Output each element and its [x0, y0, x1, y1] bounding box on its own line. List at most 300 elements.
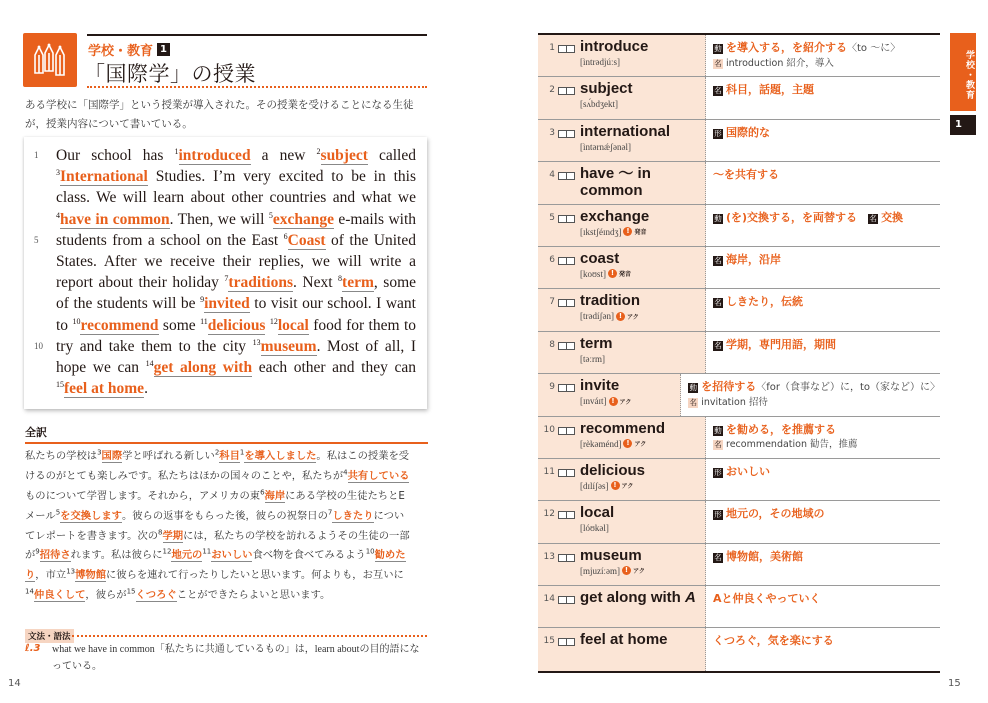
passage-line: to $^{10}$recommend some $^{11}$delicious $^{12}$local food for them to — [56, 316, 417, 334]
vocab-row — [538, 162, 940, 204]
vocab-ref[interactable] — [146, 359, 253, 376]
pronunciation — [580, 142, 631, 152]
translated-keyword: 科目 — [219, 450, 240, 462]
vocab-word: exchange — [580, 207, 650, 225]
checkbox-icon[interactable] — [558, 257, 575, 265]
meaning-text: Aと仲良くやっていく — [713, 592, 821, 606]
ref-number: 3 — [56, 168, 60, 178]
vocab-term-cell — [538, 205, 706, 246]
grammar-note: what we have in common「私たちに共通しているもの」は，learn aboutの目的語になっている。 — [52, 644, 420, 672]
keyword[interactable]: invited — [204, 295, 250, 313]
vocab-word: subject — [580, 80, 633, 98]
pronunciation — [580, 269, 631, 279]
vocab-meaning-cell — [706, 77, 940, 118]
vocab-ref[interactable] — [253, 338, 317, 355]
vocab-word: have ～ in common — [580, 165, 651, 200]
meaning — [713, 633, 940, 649]
ref-number: 11 — [200, 316, 208, 326]
vocab-number: 1 — [549, 43, 555, 53]
meaning-note: 〈for（食事など）に，to（家など）に〉 — [756, 382, 940, 394]
meaning-text: 国際的な — [726, 125, 770, 139]
pronunciation — [580, 227, 647, 237]
meaning — [688, 379, 940, 396]
pos-badge: 名 — [714, 298, 722, 308]
header-rule — [87, 34, 427, 36]
vocab-ref[interactable] — [200, 295, 250, 312]
vocab-number: 5 — [549, 212, 555, 223]
ref-number: 1 — [174, 146, 179, 156]
ref-number: 8 — [338, 273, 343, 283]
vocab-ref[interactable] — [270, 317, 309, 334]
pronunciation — [580, 439, 646, 449]
vocab-number: 7 — [549, 297, 555, 308]
passage-line: students from a school on the East $^6$Coast of the United — [56, 231, 416, 249]
translation-line: が$^9$招待されます。私は彼らに$^{12}$地元の$^{11}$おいしい食べ物を食べてみるよう$^{10}$勧めた — [25, 548, 406, 562]
ipa-text: [ìntərnǽʃənəl] — [580, 141, 631, 152]
ref-number: 15 — [126, 587, 136, 596]
passage-line: Our school has $^1$introduced a new $^2$subject called — [56, 146, 416, 164]
checkbox-icon[interactable] — [558, 130, 575, 138]
vocab-row — [538, 120, 940, 162]
ipa-text: [ɪkstʃéɪndʒ] — [580, 226, 622, 237]
ipa-text: [lóʊkəl] — [580, 523, 609, 534]
pos-badge: 名 — [869, 213, 877, 223]
meaning — [713, 591, 940, 607]
meaning — [713, 125, 940, 141]
ref-number: 4 — [343, 468, 348, 477]
passage-line: hope we can $^{14}$get along with each other and they can — [56, 358, 416, 376]
derivative — [713, 438, 940, 452]
translation-line: ものについて学習します。それから，アメリカの東$^6$海岸にある学校の生徒たちとE — [25, 488, 405, 502]
ref-number: 12 — [162, 548, 172, 557]
ref-number: 12 — [269, 316, 278, 326]
vocab-ref[interactable] — [200, 317, 265, 334]
vocab-meaning-cell — [706, 586, 940, 627]
vocab-word: tradition — [580, 292, 640, 310]
vocab-ref[interactable] — [56, 211, 170, 228]
pencils-icon — [23, 33, 77, 87]
side-tab-category[interactable]: 学校・教育 — [950, 33, 976, 111]
ipa-text: [ɪnváɪt] — [580, 396, 607, 407]
vocab-number: 9 — [549, 382, 555, 393]
derivative-text: invitation 招待 — [701, 397, 768, 409]
ref-number: 6 — [283, 231, 288, 241]
warning-icon: ! — [616, 312, 625, 321]
vocab-term-cell — [538, 247, 706, 288]
vocab-word: international — [580, 122, 671, 140]
ipa-text: [ìntrədjúːs] — [580, 57, 620, 67]
meaning-text: 学期，専門用語，期間 — [726, 337, 836, 351]
translated-keyword: 博物館 — [75, 569, 106, 582]
meaning-text: おいしい — [726, 464, 770, 478]
vocab-term-cell — [538, 544, 706, 585]
intro-text: ある学校に「国際学」という授業が導入された。その授業を受けることになる生徒が，授業内容について書いている。 — [25, 99, 414, 130]
meaning — [713, 210, 940, 226]
meaning-text: くつろぐ，気を楽にする — [713, 634, 834, 648]
checkbox-icon[interactable] — [558, 342, 575, 350]
ref-number: 3 — [97, 448, 102, 457]
vocab-ref[interactable] — [224, 274, 293, 291]
ref-number: 13 — [66, 567, 76, 576]
translation-heading: 全訳 — [25, 426, 47, 439]
passage-box — [24, 137, 427, 409]
vocab-number: 4 — [549, 170, 555, 181]
vocab-term-cell — [538, 289, 706, 330]
checkbox-icon[interactable] — [558, 45, 575, 53]
vocab-ref[interactable] — [72, 317, 158, 334]
pos-badge: 名 — [714, 552, 722, 562]
warning-label: 発音 — [634, 229, 647, 237]
vocab-meaning-cell — [706, 247, 940, 288]
warning-icon: ! — [622, 566, 631, 575]
translated-keyword: 学期 — [162, 529, 184, 542]
vocab-word: invite — [580, 377, 620, 395]
keyword[interactable]: Coast — [287, 231, 326, 249]
meaning-text: 博物館，美術館 — [726, 549, 803, 563]
vocab-word: recommend — [580, 419, 666, 437]
ref-number: 2 — [316, 146, 321, 156]
vocab-number: 11 — [543, 466, 555, 477]
category-text: 学校・教育 — [88, 44, 154, 59]
vocab-row — [538, 289, 940, 331]
title-divider — [87, 86, 427, 88]
checkbox-icon[interactable] — [558, 469, 575, 477]
side-tab-number[interactable]: 1 — [950, 115, 976, 135]
meaning-text: 科目，話題，主題 — [726, 83, 814, 97]
pronunciation — [580, 99, 618, 109]
checkbox-icon[interactable] — [558, 638, 575, 646]
vocab-meaning-cell — [681, 374, 940, 415]
vocab-term-cell — [538, 332, 706, 373]
vocab-word: introduce — [580, 38, 649, 55]
warning-label: アク — [633, 568, 645, 576]
vocab-row — [538, 247, 940, 289]
vocab-meaning-cell — [706, 205, 940, 246]
translation-line: メール$^5$を交換します。彼らの返事をもらった後，彼らの祝祭日の$^7$しきたりについ — [25, 508, 405, 522]
vocab-ref[interactable] — [338, 274, 374, 291]
meaning-text: ～を共有する — [713, 168, 779, 182]
meaning-text: 交換 — [881, 210, 904, 224]
keyword[interactable]: feel at home — [64, 380, 145, 398]
warning-label: アク — [634, 441, 647, 449]
pos-badge: 動 — [689, 383, 697, 393]
vocab-term-cell — [538, 417, 706, 458]
translated-keyword: を導入しました — [244, 450, 317, 462]
ref-number: 13 — [252, 337, 261, 347]
meaning — [713, 422, 940, 438]
ipa-text: [trədíʃən] — [580, 311, 614, 322]
passage-line: States. After we receive their replies, we will write a — [56, 252, 416, 270]
vocab-word: coast — [580, 249, 620, 267]
ref-number: 8 — [158, 528, 163, 537]
translated-keyword: を交換します — [60, 509, 122, 522]
ref-number: 7 — [327, 508, 333, 517]
pos-badge: 形 — [714, 128, 722, 138]
pronunciation — [580, 354, 605, 364]
line-number: 10 — [34, 340, 43, 351]
derivative — [688, 396, 940, 410]
meaning — [713, 82, 940, 98]
vocab-term-cell — [538, 586, 706, 627]
warning-icon: ! — [623, 227, 632, 236]
checkbox-icon[interactable] — [558, 596, 575, 604]
vocab-row — [538, 586, 940, 628]
pos-badge: 形 — [714, 467, 722, 477]
ref-number: 6 — [260, 488, 265, 497]
vocab-word: local — [580, 504, 615, 522]
ref-number: 10 — [72, 316, 81, 326]
vocab-number: 3 — [549, 127, 555, 138]
translation-text — [25, 447, 430, 606]
pronunciation — [580, 311, 639, 321]
checkbox-icon[interactable] — [558, 554, 575, 562]
keyword[interactable]: traditions — [228, 274, 293, 292]
checkbox-icon[interactable] — [558, 299, 575, 307]
keyword[interactable]: delicious — [207, 316, 266, 334]
translated-keyword: 海岸 — [264, 489, 286, 502]
translated-keyword: り — [25, 569, 36, 582]
pos-badge: 形 — [714, 510, 722, 520]
checkbox-icon[interactable] — [558, 511, 575, 519]
keyword[interactable]: subject — [320, 147, 368, 164]
keyword[interactable]: local — [277, 316, 309, 334]
keyword[interactable]: get along with — [153, 358, 253, 376]
ref-number: 10 — [365, 548, 375, 557]
passage-line: $^3$International Studies. I’m very excited to be in this — [56, 168, 416, 186]
checkbox-icon[interactable] — [558, 87, 575, 95]
meaning-text: しきたり，伝統 — [726, 295, 803, 309]
translation-line: $^{14}$仲良くして，彼らが$^{15}$くつろぐことができたらよいと思います。 — [25, 587, 331, 602]
passage-line: try and take them to the city $^{13}$museum. Most of all, I — [56, 337, 416, 355]
vocab-number: 15 — [543, 636, 555, 647]
passage-line: $^4$have in common. Then, we will $^5$exchange e-mails with — [56, 210, 416, 228]
derivative-text: introduction 紹介，導入 — [726, 58, 834, 69]
derivative — [713, 57, 940, 71]
vocab-ref[interactable] — [56, 168, 148, 185]
meaning — [713, 294, 940, 310]
vocab-number: 6 — [549, 254, 555, 265]
meaning-text: を招待する — [701, 380, 757, 394]
pronunciation — [580, 566, 645, 576]
vocab-meaning-cell — [706, 289, 940, 330]
translation-line: り，市立$^{13}$博物館に彼らを連れて行ったりしたいと思います。何よりも，お互いに — [25, 567, 404, 582]
passage-line: report about their holiday $^7$traditions. Next $^8$term, some — [56, 273, 416, 292]
vocab-row — [538, 205, 940, 247]
vocab-meaning-cell — [706, 162, 940, 203]
pos-badge: 動 — [714, 44, 722, 53]
warning-label: アク — [626, 313, 639, 321]
passage-line: $^{15}$feel at home. — [56, 379, 148, 398]
ref-number: 7 — [224, 273, 229, 283]
meaning-text: を導入する，を紹介する — [726, 41, 847, 54]
vocab-term-cell — [538, 162, 706, 203]
ref-number: 9 — [35, 548, 40, 557]
keyword[interactable]: International — [60, 168, 148, 186]
warning-label: アク — [619, 398, 632, 406]
pos-badge: 名 — [714, 439, 722, 449]
derivative-text: recommendation 勧告，推薦 — [726, 438, 858, 450]
checkbox-icon[interactable] — [558, 427, 575, 435]
vocab-meaning-cell — [706, 459, 940, 500]
keyword[interactable]: introduced — [178, 147, 251, 164]
translated-keyword: おいしい — [211, 549, 253, 562]
category-label — [88, 40, 170, 59]
warning-icon: ! — [611, 481, 620, 490]
ref-number: 15 — [56, 379, 64, 389]
placeholder-a: A — [685, 589, 696, 607]
keyword[interactable]: recommend — [80, 316, 159, 334]
vocab-ref[interactable] — [284, 232, 326, 249]
translation-line: てレポートを書きます。次の$^8$学期には，私たちの学校を訪れるようその生徒の一部 — [25, 528, 410, 542]
ref-number: 14 — [145, 358, 154, 368]
vocab-term-cell — [538, 77, 706, 118]
translated-keyword: くつろぐ — [135, 589, 177, 602]
translated-keyword: 仲良くして — [33, 589, 86, 602]
vocab-row — [538, 332, 940, 374]
vocab-ref[interactable] — [269, 211, 334, 228]
vocab-ref[interactable] — [175, 147, 251, 164]
warning-icon: ! — [608, 269, 617, 278]
ipa-text: [sʌ́bdʒekt] — [580, 99, 618, 110]
pos-badge: 名 — [714, 340, 722, 350]
translated-keyword: 国際 — [101, 450, 123, 462]
vocab-table — [538, 33, 940, 673]
ipa-text: [dɪlíʃəs] — [580, 480, 609, 491]
vocab-word: term — [580, 334, 613, 352]
passage-line: of the students will be $^9$invited to visit our school. I want — [56, 295, 416, 313]
vocab-number: 2 — [549, 85, 555, 96]
keyword[interactable]: museum — [260, 337, 317, 355]
meaning-text: 地元の，その地域の — [726, 507, 825, 521]
vocab-term-cell — [538, 120, 706, 161]
meaning-text: (を)交換する，を両替する — [726, 210, 858, 224]
vocab-row — [538, 374, 940, 416]
vocab-row — [538, 459, 940, 501]
passage-line: class. We will learn about other countries and what we — [56, 189, 416, 207]
line-number: 1 — [34, 150, 39, 160]
right-page — [494, 0, 988, 703]
meaning — [713, 549, 940, 565]
meaning — [713, 464, 940, 480]
vocab-number: 14 — [543, 594, 555, 605]
vocab-meaning-cell — [706, 501, 940, 542]
translated-keyword: 招待さ — [39, 549, 71, 562]
vocab-row — [538, 628, 940, 670]
meaning — [713, 167, 940, 183]
vocab-word: delicious — [580, 461, 646, 479]
pronunciation — [580, 57, 620, 67]
ref-number: 4 — [56, 210, 60, 220]
vocab-word: feel at home — [580, 631, 668, 649]
vocab-term-cell — [538, 35, 706, 76]
vocab-term-cell — [538, 459, 706, 500]
pos-badge: 名 — [714, 86, 722, 96]
ref-number: 1 — [239, 448, 245, 457]
warning-icon: ! — [609, 397, 618, 406]
grammar-divider — [72, 635, 427, 637]
grammar-line-ref: ℓ.3 — [25, 643, 41, 654]
vocab-meaning-cell — [706, 417, 940, 458]
meaning — [713, 40, 940, 57]
vocab-row — [538, 501, 940, 543]
ref-number: 9 — [200, 295, 205, 305]
translation-line: けるのがとても楽しみです。私たちはほかの国々のことや，私たちが$^4$共有している — [25, 468, 410, 482]
vocab-meaning-cell — [706, 35, 940, 76]
translated-keyword: 共有している — [347, 469, 410, 482]
keyword[interactable]: have in common — [60, 210, 170, 228]
meaning — [713, 506, 940, 522]
meaning — [713, 252, 940, 268]
keyword[interactable]: term — [342, 274, 374, 292]
vocab-word: get along with A — [580, 589, 696, 607]
ipa-text: [rèkəménd] — [580, 438, 622, 449]
pronunciation — [580, 481, 633, 491]
checkbox-icon[interactable] — [558, 172, 575, 180]
vocab-ref[interactable] — [317, 147, 368, 164]
meaning-text: 海岸，沿岸 — [726, 252, 781, 266]
ref-number: 5 — [268, 210, 273, 220]
vocab-term-cell — [538, 374, 681, 415]
vocab-meaning-cell — [706, 120, 940, 161]
vocab-word: museum — [580, 546, 642, 564]
vocab-number: 13 — [543, 551, 555, 562]
pronunciation — [580, 396, 631, 406]
vocab-row — [538, 77, 940, 119]
vocab-number: 8 — [549, 339, 555, 350]
vocab-term-cell — [538, 628, 706, 670]
pos-badge: 動 — [714, 425, 722, 435]
translation-line: 私たちの学校は$^3$国際学と呼ばれる新しい$^2$科目$^1$を導入しました。私はこの授業を受 — [25, 448, 410, 462]
vocab-ref[interactable] — [56, 380, 144, 397]
pos-badge: 名 — [714, 255, 722, 265]
pos-badge: 名 — [689, 398, 697, 408]
vocab-meaning-cell — [706, 544, 940, 585]
category-number: 1 — [157, 43, 170, 56]
translated-keyword: 地元の — [171, 549, 203, 562]
meaning-note: 〈to ～に〉 — [847, 43, 901, 54]
warning-label: アク — [621, 483, 634, 491]
page-number-left: 14 — [8, 678, 21, 689]
line-number: 5 — [34, 234, 39, 245]
ref-number: 2 — [214, 448, 220, 457]
checkbox-icon[interactable] — [558, 384, 575, 392]
ref-number: 11 — [202, 548, 212, 557]
checkbox-icon[interactable] — [558, 215, 575, 223]
pos-badge: 名 — [714, 59, 722, 68]
warning-label: 発音 — [618, 271, 631, 279]
page-number-right: 15 — [948, 678, 961, 689]
translated-keyword: しきたり — [332, 509, 374, 522]
pos-badge: 動 — [714, 213, 722, 223]
keyword[interactable]: exchange — [272, 210, 334, 228]
lesson-title: 「国際学」の授業 — [84, 62, 256, 86]
translated-keyword: 勧めた — [374, 549, 406, 562]
translation-rule — [25, 442, 428, 444]
vocab-row — [538, 417, 940, 459]
vocab-number: 12 — [543, 509, 555, 520]
ipa-text: [mjuzíːəm] — [580, 565, 620, 576]
vocab-number: 10 — [543, 424, 555, 435]
ref-number: 5 — [55, 508, 61, 517]
ipa-text: [təːrm] — [580, 353, 605, 364]
ref-number: 14 — [25, 587, 34, 596]
meaning-text: を勧める，を推薦する — [726, 422, 836, 436]
warning-icon: ! — [623, 439, 632, 448]
english-passage — [56, 145, 416, 399]
ipa-text: [koʊst] — [580, 268, 606, 279]
grammar-tag: 文法・語法 — [25, 629, 74, 643]
vocab-meaning-cell — [706, 628, 940, 670]
